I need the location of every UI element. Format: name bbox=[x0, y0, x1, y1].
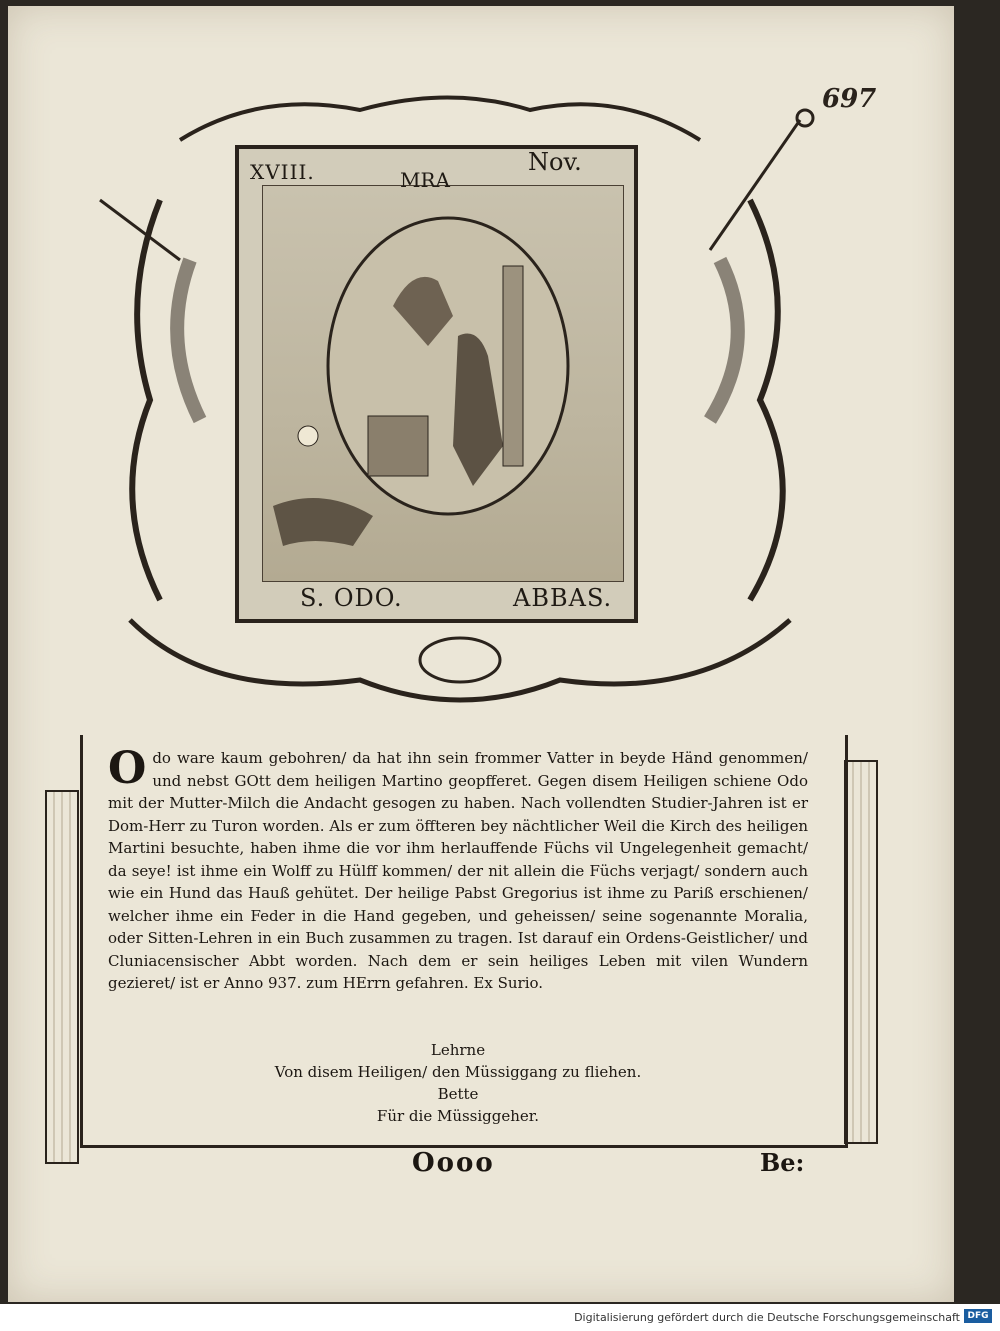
saint-odo-scene-image bbox=[263, 186, 623, 581]
dfg-logo: DFG bbox=[964, 1309, 992, 1323]
engraving-scene bbox=[262, 185, 624, 582]
legend-paragraph bbox=[108, 743, 808, 995]
saint-name: S. ODO. bbox=[300, 584, 403, 612]
lehrne-text: Von disem Heiligen/ den Müssiggang zu fliehen. bbox=[274, 1063, 642, 1081]
page-number: 697 bbox=[822, 84, 877, 114]
dropcap-initial: O bbox=[108, 743, 147, 794]
bette-heading: Bette bbox=[437, 1085, 479, 1103]
left-pillar-ornament bbox=[45, 790, 79, 1164]
lehrne-heading: Lehrne bbox=[430, 1041, 486, 1059]
digitization-credit: Digitalisierung gefördert durch die Deutsche Forschungsgemeinschaft bbox=[574, 1311, 960, 1324]
saint-title: ABBAS. bbox=[513, 584, 613, 612]
feast-day-numeral: XVIII. bbox=[250, 160, 315, 184]
legend-text: do ware kaum gebohren/ da hat ihn sein frommer Vatter in beyde Händ genommen/ und nebst GOtt dem heiligen Martino geopfferet. Gegen disem Heiligen schiene Odo mit der Mutter-Milch die Andacht gesogen zu haben. Nach vollendten Studier-Jahren ist er Dom-Herr zu Turon worden. Als er zum öffteren bey nächtlicher Weil die Kirch des heiligen Martini besuchte, haben ihme die vor ihm herlauffende Füchs vil Ungelegenheit gemacht/ da seye! ist ihme ein Wolff zu Hülff kommen/ der nit allein die Füchs verjagt/ sondern auch wie ein Hund das Hauß gehütet. Der heilige Pabst Gregorius ist ihme zu Pariß erschienen/ welcher ihme ein Feder in die Hand gegeben, und geheissen/ seine sogenannte Moralia, oder Sitten-Lehren in ein Buch zusammen zu tragen. Ist darauf ein Ordens-Geistlicher/ und Cluniacensischer Abbt worden. Nach dem er sein heiliges Leben mit vilen Wundern gezieret/ ist er Anno 937. zum HErrn gefahren. Ex Surio. bbox=[108, 749, 808, 992]
feast-month: Nov. bbox=[528, 148, 582, 176]
bette-text: Für die Müssiggeher. bbox=[376, 1107, 540, 1125]
catchword: Be: bbox=[760, 1148, 805, 1177]
signature-mark: Oooo bbox=[412, 1148, 495, 1178]
marian-monogram: MRA bbox=[400, 168, 450, 192]
right-pillar-ornament bbox=[844, 760, 878, 1144]
